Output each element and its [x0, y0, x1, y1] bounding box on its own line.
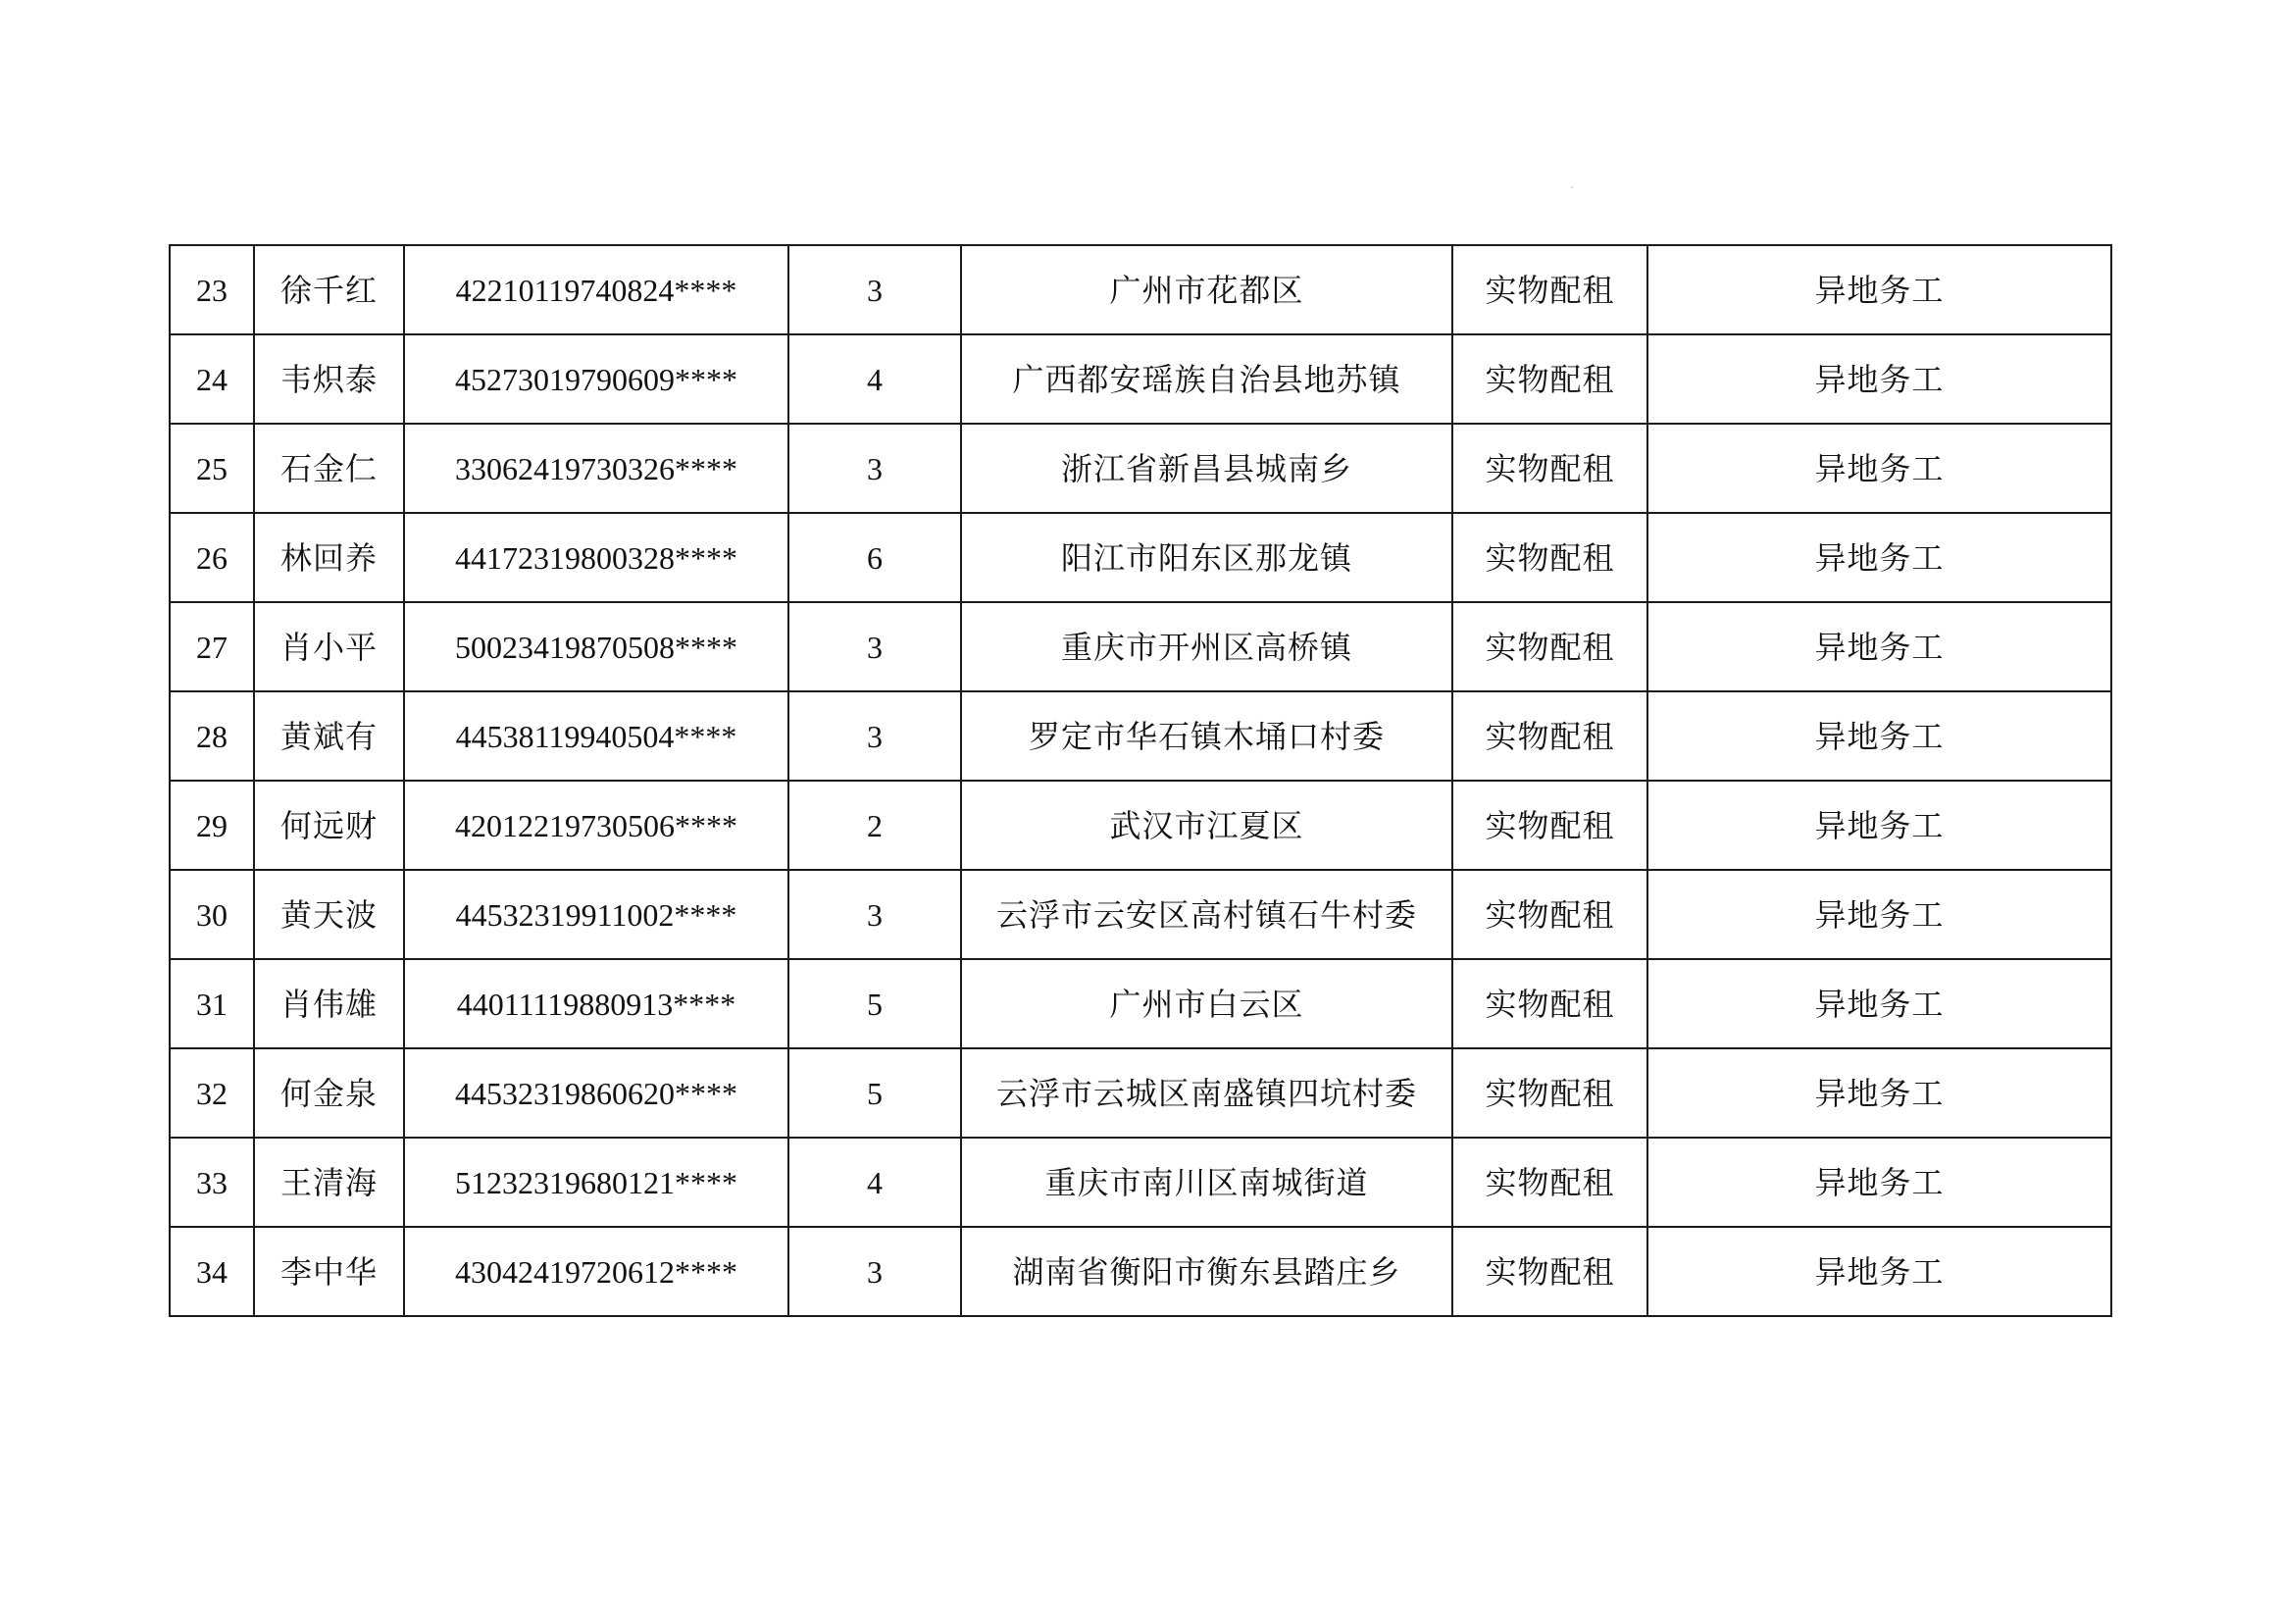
household-table [169, 244, 2112, 1317]
cell-row-number: 30 [170, 870, 254, 959]
cell-address: 广州市白云区 [961, 959, 1452, 1048]
cell-allocation-type: 实物配租 [1452, 334, 1647, 424]
cell-allocation-type: 实物配租 [1452, 513, 1647, 602]
cell-household-count: 4 [788, 334, 961, 424]
cell-row-number: 29 [170, 781, 254, 870]
cell-reason: 异地务工 [1647, 1138, 2111, 1227]
cell-household-count: 4 [788, 1138, 961, 1227]
cell-address: 重庆市南川区南城街道 [961, 1138, 1452, 1227]
cell-id-number: 50023419870508**** [404, 602, 788, 691]
cell-reason: 异地务工 [1647, 870, 2111, 959]
cell-name: 黄斌有 [254, 691, 404, 781]
cell-row-number: 27 [170, 602, 254, 691]
cell-row-number: 33 [170, 1138, 254, 1227]
cell-allocation-type: 实物配租 [1452, 781, 1647, 870]
cell-allocation-type: 实物配租 [1452, 245, 1647, 334]
cell-allocation-type: 实物配租 [1452, 602, 1647, 691]
cell-name: 何远财 [254, 781, 404, 870]
table-row [170, 781, 2111, 870]
cell-address: 湖南省衡阳市衡东县踏庄乡 [961, 1227, 1452, 1316]
cell-household-count: 2 [788, 781, 961, 870]
table-row [170, 870, 2111, 959]
cell-reason: 异地务工 [1647, 334, 2111, 424]
cell-household-count: 5 [788, 1048, 961, 1138]
cell-row-number: 23 [170, 245, 254, 334]
cell-id-number: 42012219730506**** [404, 781, 788, 870]
table-row [170, 513, 2111, 602]
cell-address: 罗定市华石镇木埇口村委 [961, 691, 1452, 781]
table-row [170, 691, 2111, 781]
cell-reason: 异地务工 [1647, 1048, 2111, 1138]
cell-household-count: 5 [788, 959, 961, 1048]
cell-name: 肖伟雄 [254, 959, 404, 1048]
cell-row-number: 34 [170, 1227, 254, 1316]
cell-name: 何金泉 [254, 1048, 404, 1138]
cell-household-count: 3 [788, 691, 961, 781]
cell-id-number: 45273019790609**** [404, 334, 788, 424]
cell-name: 肖小平 [254, 602, 404, 691]
cell-household-count: 3 [788, 424, 961, 513]
cell-id-number: 44172319800328**** [404, 513, 788, 602]
cell-row-number: 26 [170, 513, 254, 602]
cell-allocation-type: 实物配租 [1452, 691, 1647, 781]
cell-reason: 异地务工 [1647, 781, 2111, 870]
cell-reason: 异地务工 [1647, 513, 2111, 602]
cell-name: 徐千红 [254, 245, 404, 334]
table-row [170, 245, 2111, 334]
cell-reason: 异地务工 [1647, 245, 2111, 334]
cell-id-number: 44538119940504**** [404, 691, 788, 781]
cell-row-number: 24 [170, 334, 254, 424]
cell-household-count: 3 [788, 602, 961, 691]
cell-row-number: 31 [170, 959, 254, 1048]
cell-household-count: 6 [788, 513, 961, 602]
cell-allocation-type: 实物配租 [1452, 959, 1647, 1048]
cell-id-number: 44011119880913**** [404, 959, 788, 1048]
cell-id-number: 51232319680121**** [404, 1138, 788, 1227]
table-row [170, 1138, 2111, 1227]
cell-row-number: 28 [170, 691, 254, 781]
cell-id-number: 42210119740824**** [404, 245, 788, 334]
cell-reason: 异地务工 [1647, 602, 2111, 691]
cell-name: 李中华 [254, 1227, 404, 1316]
cell-name: 黄天波 [254, 870, 404, 959]
cell-id-number: 33062419730326**** [404, 424, 788, 513]
cell-allocation-type: 实物配租 [1452, 1048, 1647, 1138]
cell-household-count: 3 [788, 245, 961, 334]
cell-name: 林回养 [254, 513, 404, 602]
table-row [170, 1227, 2111, 1316]
table-body [170, 245, 2111, 1316]
cell-name: 王清海 [254, 1138, 404, 1227]
cell-allocation-type: 实物配租 [1452, 870, 1647, 959]
cell-address: 武汉市江夏区 [961, 781, 1452, 870]
cell-reason: 异地务工 [1647, 959, 2111, 1048]
table-row [170, 334, 2111, 424]
scan-speck [1571, 186, 1573, 188]
cell-household-count: 3 [788, 870, 961, 959]
table-row [170, 959, 2111, 1048]
cell-reason: 异地务工 [1647, 1227, 2111, 1316]
cell-allocation-type: 实物配租 [1452, 1227, 1647, 1316]
cell-allocation-type: 实物配租 [1452, 424, 1647, 513]
table-row [170, 1048, 2111, 1138]
cell-allocation-type: 实物配租 [1452, 1138, 1647, 1227]
cell-id-number: 44532319860620**** [404, 1048, 788, 1138]
table-row [170, 424, 2111, 513]
cell-address: 浙江省新昌县城南乡 [961, 424, 1452, 513]
cell-id-number: 44532319911002**** [404, 870, 788, 959]
cell-household-count: 3 [788, 1227, 961, 1316]
cell-name: 韦炽泰 [254, 334, 404, 424]
cell-address: 广州市花都区 [961, 245, 1452, 334]
cell-row-number: 32 [170, 1048, 254, 1138]
cell-reason: 异地务工 [1647, 424, 2111, 513]
cell-address: 云浮市云城区南盛镇四坑村委 [961, 1048, 1452, 1138]
cell-address: 广西都安瑶族自治县地苏镇 [961, 334, 1452, 424]
cell-id-number: 43042419720612**** [404, 1227, 788, 1316]
cell-address: 阳江市阳东区那龙镇 [961, 513, 1452, 602]
cell-address: 云浮市云安区高村镇石牛村委 [961, 870, 1452, 959]
table-row [170, 602, 2111, 691]
cell-address: 重庆市开州区高桥镇 [961, 602, 1452, 691]
cell-row-number: 25 [170, 424, 254, 513]
cell-reason: 异地务工 [1647, 691, 2111, 781]
cell-name: 石金仁 [254, 424, 404, 513]
